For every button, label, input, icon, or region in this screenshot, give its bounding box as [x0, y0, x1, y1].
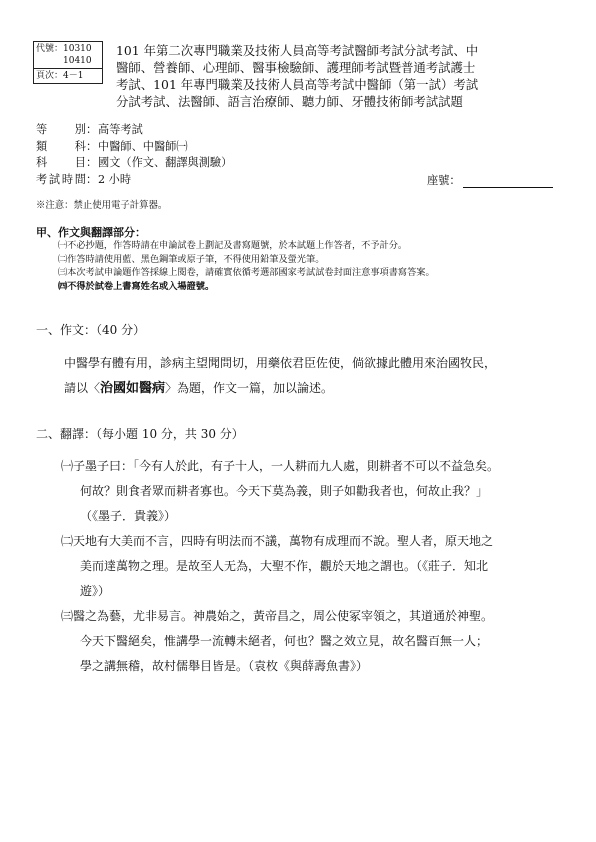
translation-line: 美而達萬物之理。是故至人无為，大聖不作，觀於天地之謂也。（《莊子．知北: [80, 559, 489, 573]
subject-value: 國文（作文、翻譯與測驗）: [98, 156, 233, 169]
section-a-title: 甲、作文與翻譯部分：: [36, 226, 146, 239]
translation-item-1: [61, 454, 499, 529]
translation-line: ㈡天地有大美而不言，四時有明法而不議，萬物有成理而不說。聖人者，原天地之: [61, 534, 494, 548]
translation-line: ㈠子墨子曰：「今有人於此，有子十人，一人耕而九人處，則耕者不可以不益急矣。: [61, 459, 500, 473]
calculator-note: ※注意：禁止使用電子計算器。: [36, 200, 168, 211]
question1-body: [64, 351, 564, 401]
title-line: 101 年第二次專門職業及技術人員高等考試醫師考試分試考試、中: [116, 43, 479, 58]
level-label: 等別: [36, 123, 86, 136]
category-label: 類科: [36, 139, 86, 153]
rule-item: ㈢本次考試申論題作答採線上閱卷，請確實依循考選部國家考試試卷封面注意事項書寫答案。: [58, 267, 435, 279]
rule-item: ㈣不得於試卷上書寫姓名或入場證號。: [58, 280, 215, 292]
time-value: 2 小時: [98, 172, 132, 186]
seat-number-field: [427, 172, 553, 188]
time-label: 考試時間: [36, 172, 86, 186]
exam-title: [116, 42, 526, 110]
translation-source: 遊》）: [80, 584, 111, 598]
title-line: 分試考試、法醫師、語言治療師、聽力師、牙體技術師考試試題: [116, 94, 463, 109]
topic-close: 〉為題，作文一篇，加以論述。: [165, 381, 334, 395]
rule-item: ㈠不必抄題，作答時請在申論試卷上劃記及書寫題號，於本試題上作答者，不予計分。: [58, 240, 408, 251]
translation-line: 今天下醫絕矣，惟講學一流轉未絕者，何也？醫之效立見，故名醫百無一人；: [80, 634, 489, 648]
question1-line: 中醫學有體有用，診病主望聞問切，用藥依君臣佐使，倘欲據此體用來治國牧民，: [64, 356, 497, 370]
exam-code-box: [33, 41, 103, 84]
translation-line: 學之講無稽，故村儒舉目皆是。（袁枚《與薛壽魚書》）: [80, 659, 369, 673]
seat-label: 座號：: [427, 174, 461, 187]
subject-label: 科目: [36, 156, 86, 169]
exam-info: [36, 122, 232, 188]
question1-line: [64, 376, 564, 401]
translation-item-3: [61, 604, 493, 679]
page-number: 頁次：4－1: [36, 71, 84, 81]
translation-source: （《墨子．貴義》）: [80, 509, 177, 523]
rule-item: ㈡作答時請使用藍、黑色鋼筆或原子筆，不得使用鉛筆及螢光筆。: [58, 253, 325, 265]
time-row: 考試時間 ： 2 小時: [36, 172, 232, 189]
title-line: 考試、101 年專門職業及技術人員高等考試中醫師（第一試）考試: [116, 77, 479, 92]
level-row: 等別 ： 高等考試: [36, 122, 232, 139]
section-a-rules: [58, 239, 435, 293]
essay-topic: 治國如醫病: [100, 381, 166, 396]
exam-code-second: 10410: [63, 56, 92, 66]
code-divider: [34, 68, 102, 69]
translation-item-2: [61, 529, 493, 604]
translation-line: 何故？則食者眾而耕者寡也。今天下莫為義，則子如勸我者也，何故止我？」: [80, 484, 489, 498]
title-line: 醫師、營養師、心理師、醫事檢驗師、護理師考試暨普通考試護士: [116, 60, 476, 75]
category-value: 中醫師、中醫師㈠: [98, 139, 188, 153]
seat-blank-line: [463, 175, 553, 188]
level-value: 高等考試: [98, 123, 143, 136]
category-row: 類科 ： 中醫師、中醫師㈠: [36, 139, 232, 156]
question1-heading: 一、作文：（40 分）: [36, 323, 146, 337]
topic-open: 請以〈: [64, 381, 101, 395]
subject-row: 科目 ： 國文（作文、翻譯與測驗）: [36, 155, 232, 172]
translation-line: ㈢醫之為藝，尤非易言。神農始之，黃帝昌之，周公使冢宰領之，其道通於神聖。: [61, 609, 494, 623]
question2-heading: 二、翻譯：（每小題 10 分，共 30 分）: [36, 427, 244, 441]
exam-code: 代號：10310: [36, 44, 92, 54]
